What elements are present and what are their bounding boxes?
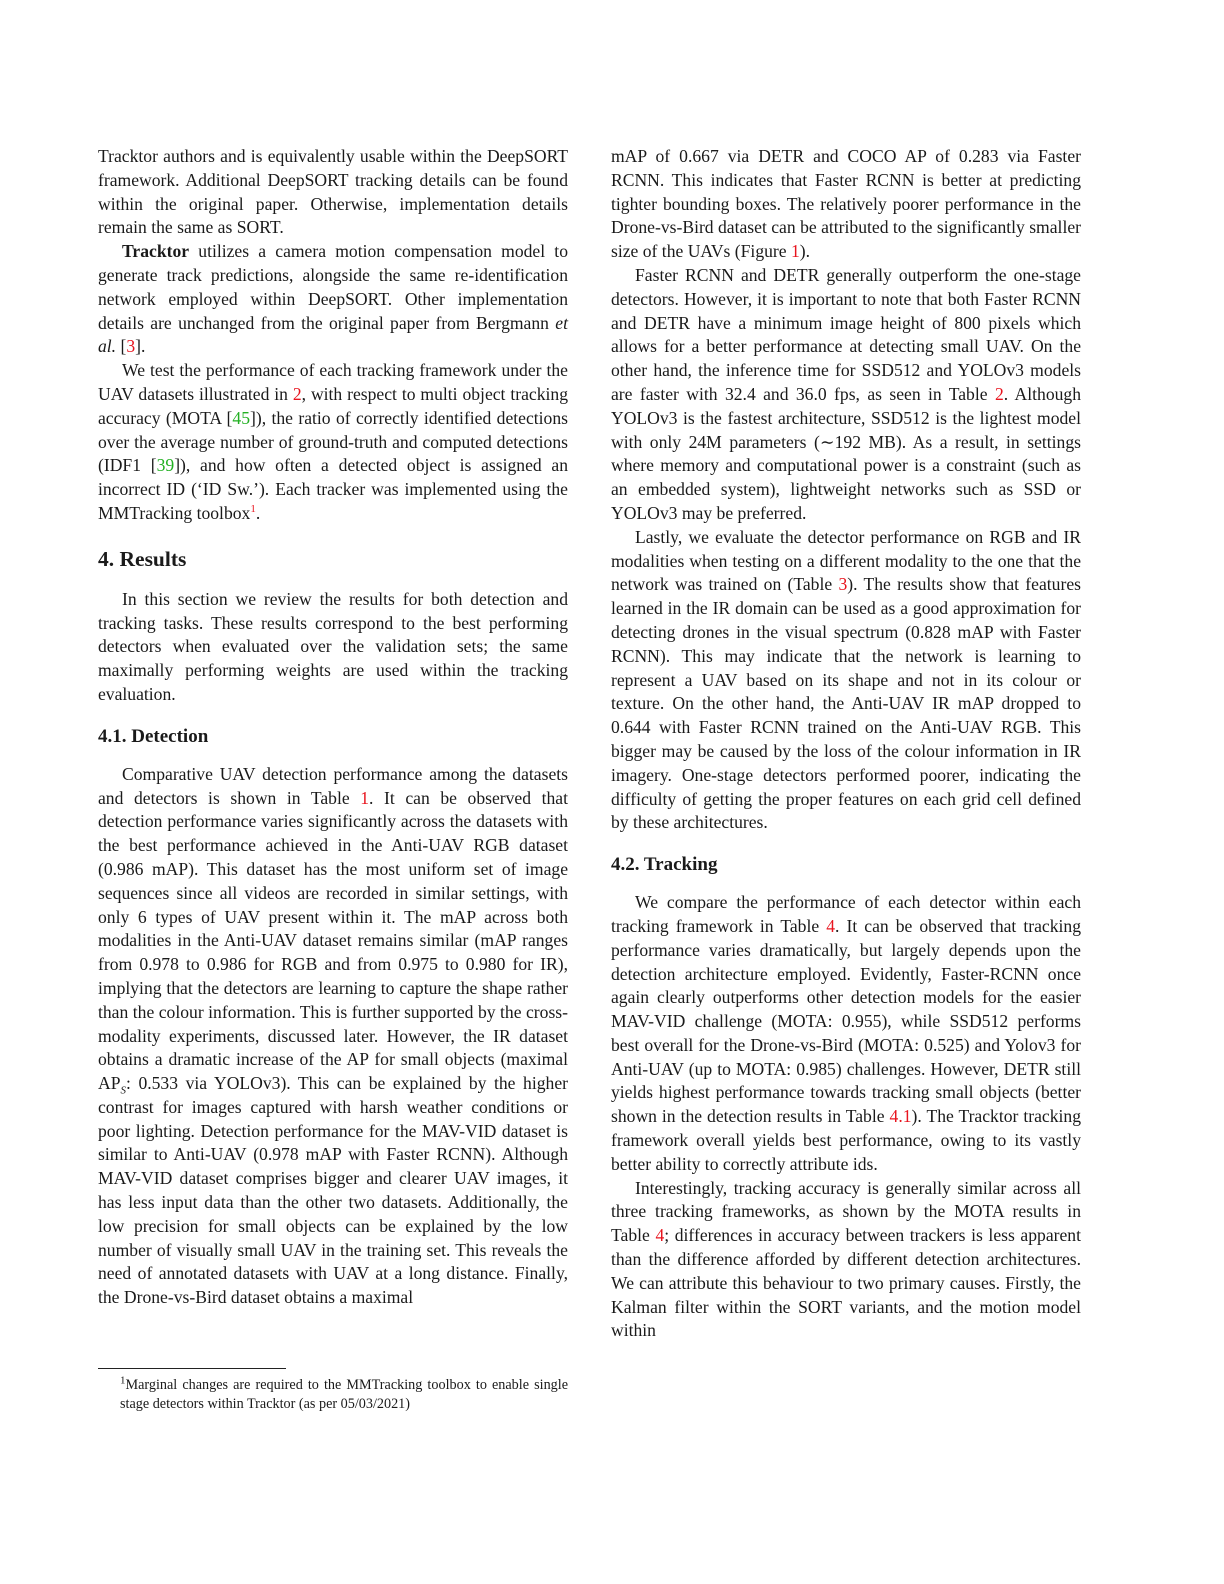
drone-vs-bird-paragraph: mAP of 0.667 via DETR and COCO AP of 0.283 via Faster RCNN. This indicates that Faster RCNN is better at predicting tighter bounding boxes. The relatively poorer performance in the Drone-vs-Bird dataset can be attributed to the significantly smaller size of the UAVs (Figure 1). — [611, 146, 1081, 262]
left-column — [98, 145, 568, 1310]
detection-paragraph: Comparative UAV detection performance among the datasets and detectors is shown in Table 1. It can be observed that detection performance varies significantly across the datasets with the best performance achieved in the Anti-UAV RGB dataset (0.986 mAP). This dataset has the most uniform set of image sequences since all videos are recorded in similar settings, with only 6 types of UAV present within it. The mAP across both modalities in the Anti-UAV dataset remains similar (mAP ranges from 0.978 to 0.986 for RGB and from 0.975 to 0.980 for IR), implying that the detectors are learning to capture the shape rather than the colour information. This is further supported by the cross-modality experiments, discussed later. However, the IR dataset obtains a dramatic increase of the AP for small objects (maximal $AP_S$: 0.533 via YOLOv3). This can be explained by the higher contrast for images captured with harsh weather conditions or poor lighting. Detection performance for the MAV-VID dataset is similar to Anti-UAV (0.978 mAP with Faster RCNN). Although MAV-VID dataset comprises bigger and clearer UAV images, it has less input data than the other two datasets. Additionally, the low precision for small objects can be explained by the low number of visually small UAV in the training set. This reveals the need of annotated datasets with UAV at a long distance. Finally, the Drone-vs-Bird dataset obtains a maximal — [98, 763, 568, 1308]
tracktor-term: Tracktor — [122, 241, 190, 262]
detector-comparison-paragraph: Faster RCNN and DETR generally outperform the one-stage detectors. However, it is important to note that both Faster RCNN and DETR have a minimum image height of 800 pixels which allows for a better performance at detecting small UAV. On the other hand, the inference time for SSD512 and YOLOv3 models are faster with 32.4 and 36.0 fps, as seen in Table 2. Although YOLOv3 is the fastest architecture, SSD512 is the lightest model with only 24M parameters (∼192 MB). As a result, in settings where memory and computational power is a constraint (such as an embedded system), lightweight networks such as SSD or YOLOv3 may be preferred. — [611, 264, 1082, 523]
footnote — [98, 1376, 568, 1414]
figure-link[interactable]: 1 — [790, 241, 800, 262]
results-intro-paragraph: In this section we review the results for both detection and tracking tasks. These results correspond to the best performing detectors when evaluated over the validation sets; the same maximally performing weights are used within the tracking evaluation. — [98, 588, 568, 704]
section-heading-results: 4. Results — [98, 546, 187, 571]
citation-link[interactable]: 45 — [232, 407, 250, 428]
footnote-divider — [98, 1368, 286, 1369]
citation-link[interactable]: 39 — [156, 455, 175, 476]
table-link[interactable]: 4 — [826, 915, 836, 936]
footnote-marker: 1 — [120, 1374, 126, 1387]
citation-link[interactable]: 3 — [126, 336, 136, 357]
table-link[interactable]: 4 — [655, 1225, 665, 1246]
subsection-heading-tracking: 4.2. Tracking — [611, 854, 718, 876]
tracktor-paragraph: Tracktor utilizes a camera motion compensation model to generate track predictions, alongside the same re-identification network employed within DeepSORT. Other implementation details are unchanged from the original paper from Bergmann et al. [3]. — [98, 241, 568, 357]
table-link[interactable]: 3 — [838, 574, 848, 595]
table-link[interactable]: 1 — [360, 787, 370, 808]
right-column — [611, 145, 1081, 1343]
section-link[interactable]: 4.1 — [889, 1106, 912, 1127]
subsection-heading-detection: 4.1. Detection — [98, 725, 209, 747]
table-link[interactable]: 2 — [994, 383, 1004, 404]
footnote-link[interactable]: 1 — [250, 503, 256, 516]
cross-modality-paragraph: Lastly, we evaluate the detector performance on RGB and IR modalities when testing on a different modality to the one that the network was trained on (Table 3). The results show that features learned in the IR domain can be used as a good approximation for detecting drones in the visual spectrum (0.828 mAP with Faster RCNN). This may indicate that the network is learning to represent a UAV based on its shape and not in its colour or texture. On the other hand, the Anti-UAV IR mAP dropped to 0.644 with Faster RCNN trained on the Anti-UAV RGB. This bigger may be caused by the loss of the colour information in IR imagery. One-stage detectors performed poorer, indicating the difficulty of getting the proper features on each grid cell defined by these architectures. — [611, 526, 1081, 833]
tracking-results-paragraph: We compare the performance of each detector within each tracking framework in Table 4. It can be observed that tracking performance varies dramatically, but largely depends upon the detection architecture employed. Evidently, Faster-RCNN once again clearly outperforms other detection models for the easier MAV-VID challenge (MOTA: 0.955), while SSD512 performs best overall for the Drone-vs-Bird (MOTA: 0.525) and Yolov3 for Anti-UAV (up to MOTA: 0.985) challenges. However, DETR still yields highest performance towards tracking small objects (better shown in the detection results in Table 4.1). The Tracktor tracking framework overall yields best performance, owing to its vastly better ability to correctly attribute ids. — [611, 892, 1082, 1174]
figure-link[interactable]: 2 — [292, 383, 302, 404]
tracking-metrics-paragraph: We test the performance of each tracking framework under the UAV datasets illustrated in 2, with respect to multi object tracking accuracy (MOTA [45]), the ratio of correctly identified detections over the average number of ground-truth and computed detections (IDF1 [39]), and how often a detected object is assigned an incorrect ID (‘ID Sw.’). Each tracker was implemented using the MMTracking toolbox$^1$. — [98, 360, 568, 523]
tracking-accuracy-paragraph: Interestingly, tracking accuracy is generally similar across all three tracking frameworks, as shown by the MOTA results in Table 4; differences in accuracy between trackers is less apparent than the difference afforded by different detection architectures. We can attribute this behaviour to two primary causes. Firstly, the Kalman filter within the SORT variants, and the motion model within — [611, 1177, 1081, 1341]
footnote-text: Marginal changes are required to the MMTracking toolbox to enable single stage detectors within Tracktor (as per 05/03/2021) — [120, 1377, 568, 1412]
deepsort-continuation-paragraph: Tracktor authors and is equivalently usable within the DeepSORT framework. Additional DeepSORT tracking details can be found within the original paper. Otherwise, implementation details remain the same as SORT. — [98, 146, 568, 238]
